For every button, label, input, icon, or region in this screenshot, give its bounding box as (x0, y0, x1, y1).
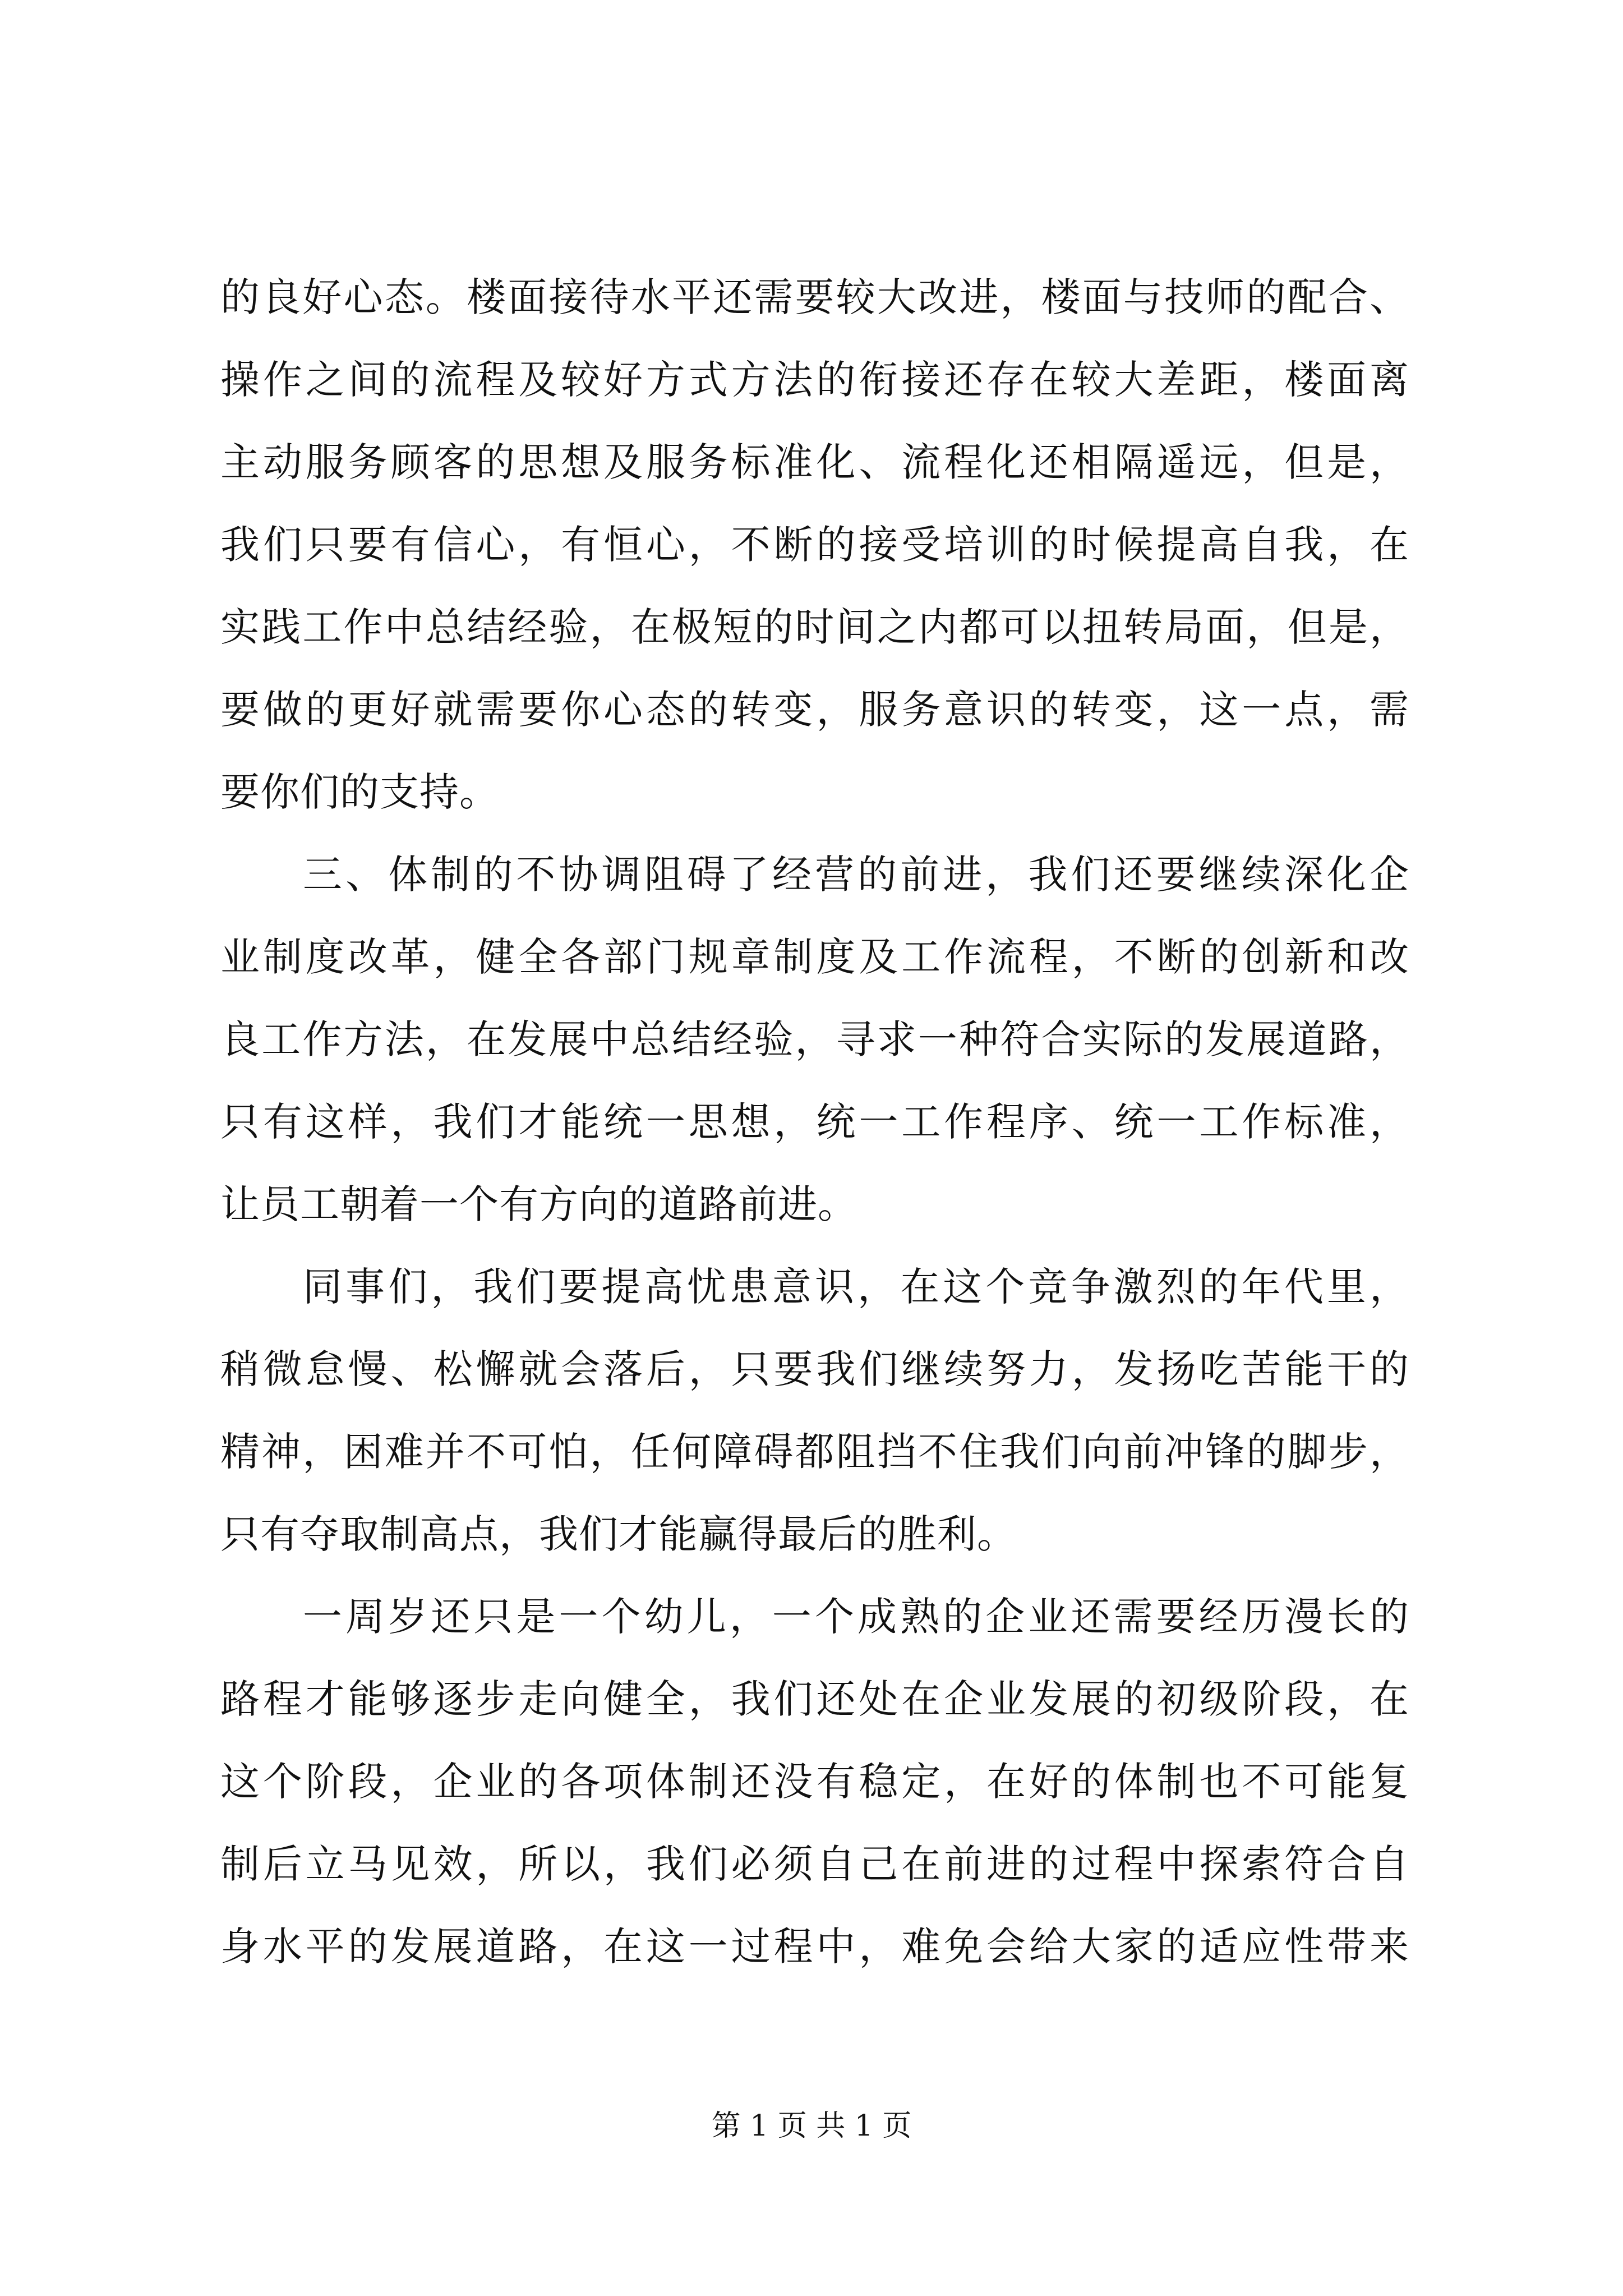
text-line: 身水平的发展道路，在这一过程中，难免会给大家的适应性带来 (220, 1924, 1409, 1970)
text-line: 这个阶段，企业的各项体制还没有稳定，在好的体制也不可能复 (220, 1759, 1409, 1805)
text-line: 我们只要有信心，有恒心，不断的接受培训的时候提高自我，在 (220, 522, 1409, 568)
text-line: 只有夺取制高点，我们才能赢得最后的胜利。 (220, 1511, 1017, 1557)
text-line: 业制度改革，健全各部门规章制度及工作流程，不断的创新和改 (220, 934, 1409, 980)
text-line: 要做的更好就需要你心态的转变，服务意识的转变，这一点，需 (220, 687, 1409, 733)
text-line: 让员工朝着一个有方向的道路前进。 (220, 1181, 857, 1227)
page-number-footer: 第 1 页 共 1 页 (711, 2109, 912, 2143)
text-line: 主动服务顾客的思想及服务标准化、流程化还相隔遥远，但是， (220, 439, 1409, 485)
text-line: 实践工作中总结经验，在极短的时间之内都可以扭转局面，但是， (220, 604, 1409, 650)
text-line: 操作之间的流程及较好方式方法的衔接还存在较大差距，楼面离 (220, 357, 1409, 403)
text-line: 路程才能够逐步走向健全，我们还处在企业发展的初级阶段，在 (220, 1676, 1409, 1722)
text-line: 稍微怠慢、松懈就会落后，只要我们继续努力，发扬吃苦能干的 (220, 1346, 1409, 1392)
paragraph-first-line: 同事们，我们要提高忧患意识，在这个竞争激烈的年代里， (303, 1264, 1409, 1310)
paragraph-first-line: 一周岁还只是一个幼儿，一个成熟的企业还需要经历漫长的 (303, 1594, 1409, 1640)
text-line: 制后立马见效，所以，我们必须自己在前进的过程中探索符合自 (220, 1841, 1409, 1887)
text-line: 的良好心态。楼面接待水平还需要较大改进，楼面与技师的配合、 (220, 274, 1409, 320)
text-line: 要你们的支持。 (220, 769, 499, 815)
paragraph-first-line: 三、体制的不协调阻碍了经营的前进，我们还要继续深化企 (303, 852, 1409, 898)
text-line: 只有这样，我们才能统一思想，统一工作程序、统一工作标准， (220, 1099, 1409, 1145)
text-line: 精神，困难并不可怕，任何障碍都阻挡不住我们向前冲锋的脚步， (220, 1429, 1409, 1475)
text-line: 良工作方法，在发展中总结经验，寻求一种符合实际的发展道路， (220, 1016, 1409, 1062)
